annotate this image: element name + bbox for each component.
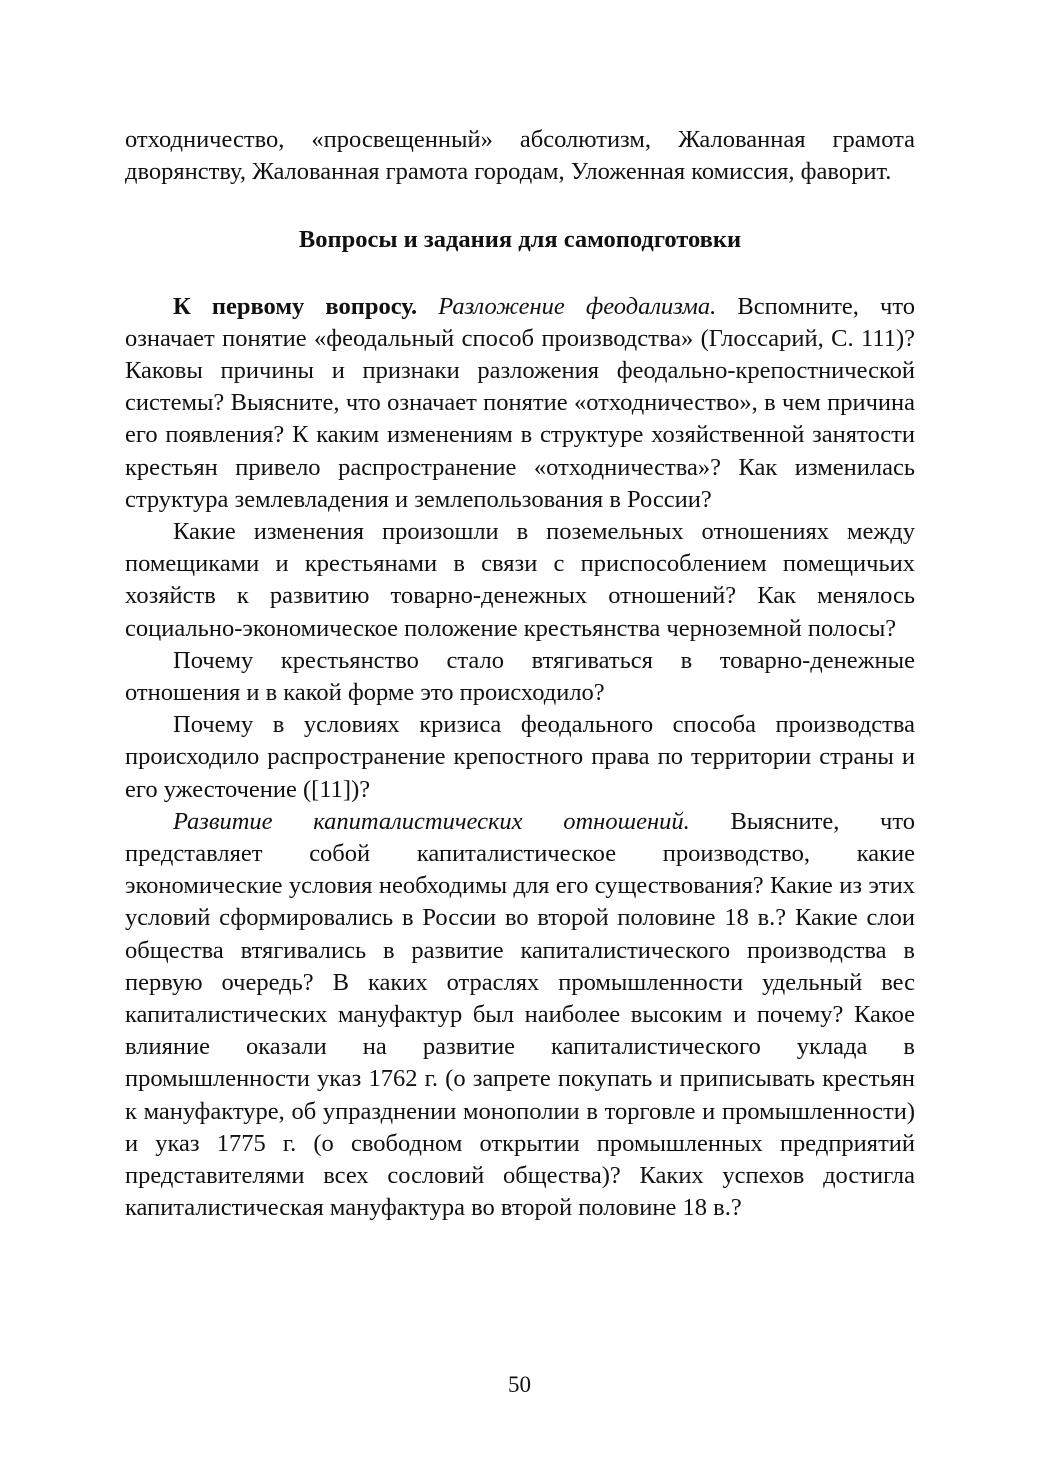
first-question-text: Вспомните, что означает понятие «феодальный способ производства» (Глоссарий, С. 111)? Каковы причины и признаки разложения феодально-крепостнической системы? Выясните, что означает понятие «отходничество», в чем причина его появления? К каким изменениям в структуре хозяйственной занятости крестьян привело распространение «отходничества»? Как изменилась структура землевладения и землепользования в России? xyxy=(125,292,915,513)
paragraph-serfdom: Почему в условиях кризиса феодального способа производства происходило распространение крепостного права по территории страны и его ужесточение ([11])? xyxy=(125,711,915,803)
page-number: 50 xyxy=(508,1372,531,1397)
capitalism-paragraph xyxy=(125,806,915,1225)
first-question-topic: Разложение феодализма. xyxy=(438,292,717,320)
page-body xyxy=(125,124,915,1225)
first-question-lead: К первому вопросу. xyxy=(173,292,418,320)
capitalism-text: Выясните, что представляет собой капиталистическое производство, какие экономические условия необходимы для его существования? Какие из этих условий сформировались в России во второй половине 18 в.? Какие слои общества втягивались в развитие капиталистического производства в первую очередь? В каких отраслях промышленности удельный вес капиталистических мануфактур был наиболее высоким и почему? Какое влияние оказали на развитие капиталистического уклада в промышленности указ 1762 г. (о запрете покупать и приписывать крестьян к мануфактуре, об упразднении монополии в торговле и промышленности) и указ 1775 г. (о свободном открытии промышленных предприятий представителями всех сословий общества)? Каких успехов достигла капиталистическая мануфактура во второй половине 18 в.? xyxy=(125,807,915,1222)
first-question-paragraph xyxy=(125,291,915,516)
paragraph-land-relations: Какие изменения произошли в поземельных отношениях между помещиками и крестьянами в связи с приспособлением помещичьих хозяйств к развитию товарно-денежных отношений? Как менялось социально-экономическое положение крестьянства черноземной полосы? xyxy=(125,518,915,642)
intro-paragraph: отходничество, «просвещенный» абсолютизм, Жалованная грамота дворянству, Жалованная грамота городам, Уложенная комиссия, фаворит. xyxy=(125,126,915,186)
paragraph-peasantry: Почему крестьянство стало втягиваться в товарно-денежные отношения и в какой форме это происходило? xyxy=(125,646,915,707)
section-heading: Вопросы и задания для самоподготовки xyxy=(298,226,742,254)
capitalism-topic: Развитие капиталистических отношений. xyxy=(173,807,690,835)
